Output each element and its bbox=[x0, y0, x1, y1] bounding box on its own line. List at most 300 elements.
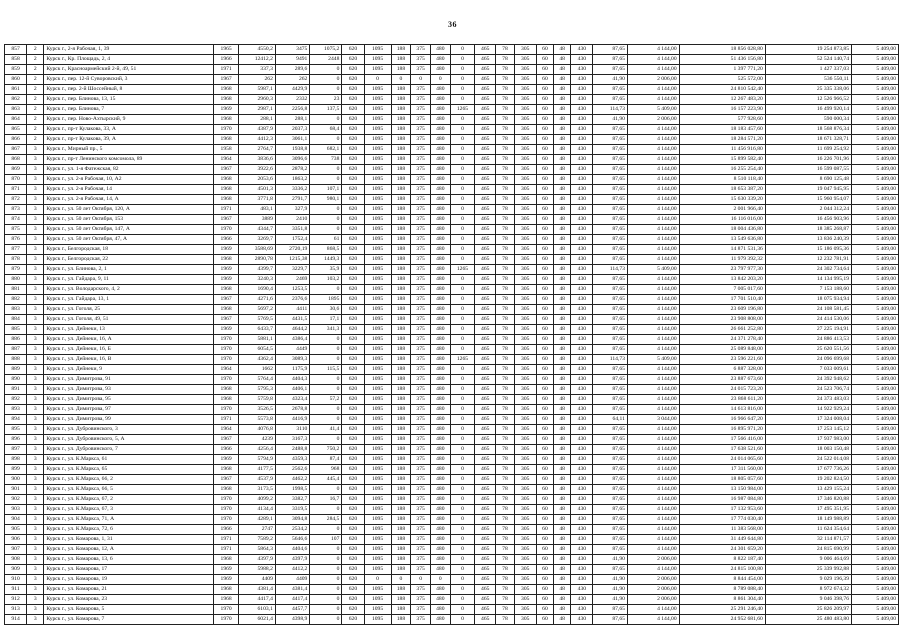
rate-cost-cell: 4 144,00 bbox=[627, 85, 679, 95]
cost-cell: 8 510 118,40 bbox=[679, 175, 765, 185]
rate-cost-cell: 5 409,00 bbox=[627, 105, 679, 115]
rate-cell-9: 305 bbox=[514, 285, 536, 295]
rate-cell-1: 620 bbox=[342, 265, 364, 275]
rate-cell-8: 78 bbox=[496, 255, 514, 265]
cost-cell: 23 596 221,60 bbox=[679, 355, 765, 365]
rate-cell-10: 60 bbox=[536, 565, 553, 575]
living-area-cell: 3382,7 bbox=[275, 495, 309, 505]
rate-cell-10: 60 bbox=[536, 255, 553, 265]
rate-cell-9: 305 bbox=[514, 125, 536, 135]
nonliving-area-cell: 0 bbox=[310, 65, 342, 75]
rate-cell-12: 430 bbox=[571, 115, 593, 125]
rate-cell-3: 188 bbox=[391, 425, 411, 435]
living-area-cell: 4409 bbox=[275, 575, 309, 585]
rate-cell-3: 188 bbox=[391, 445, 411, 455]
cost-cell: 25 089 848,00 bbox=[679, 345, 765, 355]
row-number-cell: 889 bbox=[5, 365, 27, 375]
table-row bbox=[5, 365, 899, 375]
rate-cost-cell: 4 144,00 bbox=[627, 135, 679, 145]
row-number-cell: 894 bbox=[5, 415, 27, 425]
total-area-cell: 5769,5 bbox=[238, 315, 275, 325]
rate-cell-9: 305 bbox=[514, 205, 536, 215]
rate-cell-1: 620 bbox=[342, 345, 364, 355]
year-cell: 1971 bbox=[214, 65, 239, 75]
rate-cost-cell: 4 144,00 bbox=[627, 295, 679, 305]
total-area-cell: 4537,9 bbox=[238, 475, 275, 485]
rate-cell-5: 0 bbox=[430, 75, 450, 85]
rate-cell-2: 1095 bbox=[364, 455, 391, 465]
rate-cell-11: 48 bbox=[554, 165, 571, 175]
rate-cell-1: 620 bbox=[342, 485, 364, 495]
year-cell: 1966 bbox=[214, 525, 239, 535]
rate-cell-6: 0 bbox=[450, 185, 475, 195]
rate-cell-5: 480 bbox=[430, 355, 450, 365]
indexed-cost-cell: 15 960 954,07 bbox=[765, 195, 851, 205]
rate-cell-4: 375 bbox=[411, 475, 431, 485]
rate-cell-10: 60 bbox=[536, 105, 553, 115]
rate-cell-5: 480 bbox=[430, 145, 450, 155]
zone-cell: 3 bbox=[27, 345, 44, 355]
rate-cost-cell: 2 006,00 bbox=[627, 575, 679, 585]
rate-cell-8: 78 bbox=[496, 595, 514, 605]
rate-cell-12: 430 bbox=[571, 585, 593, 595]
rate-cost-cell: 4 144,00 bbox=[627, 515, 679, 525]
rate-cell-2: 1095 bbox=[364, 315, 391, 325]
rate-cell-1: 620 bbox=[342, 55, 364, 65]
rate-cell-2: 1095 bbox=[364, 45, 391, 55]
living-area-cell: 1175,9 bbox=[275, 365, 309, 375]
cost-cell: 17 638 521,60 bbox=[679, 445, 765, 455]
rate-total-cell: 87,65 bbox=[593, 515, 627, 525]
living-area-cell: 4457,7 bbox=[275, 605, 309, 615]
zone-cell: 3 bbox=[27, 275, 44, 285]
total-area-cell: 6021,4 bbox=[238, 615, 275, 625]
rate-cell-11: 48 bbox=[554, 115, 571, 125]
rate-cost-cell: 4 144,00 bbox=[627, 215, 679, 225]
cost-cell: 16 966 647,20 bbox=[679, 415, 765, 425]
rate-cost-cell: 4 144,00 bbox=[627, 315, 679, 325]
indexed-cost-cell: 7 153 188,60 bbox=[765, 285, 851, 295]
indexed-cost-cell: 24 392 948,62 bbox=[765, 375, 851, 385]
living-area-cell: 3319,5 bbox=[275, 505, 309, 515]
cost-cell: 7 005 017,60 bbox=[679, 285, 765, 295]
rate-cell-6: 0 bbox=[450, 365, 475, 375]
year-cell: 1967 bbox=[214, 215, 239, 225]
rate-cell-2: 1095 bbox=[364, 415, 391, 425]
rate-cell-5: 480 bbox=[430, 605, 450, 615]
rate-total-cell: 87,65 bbox=[593, 175, 627, 185]
rate-cell-8: 78 bbox=[496, 85, 514, 95]
rate-cell-2: 1095 bbox=[364, 175, 391, 185]
rate-cell-11: 48 bbox=[554, 515, 571, 525]
row-number-cell: 899 bbox=[5, 465, 27, 475]
nonliving-area-cell: 0 bbox=[310, 205, 342, 215]
table-row bbox=[5, 215, 899, 225]
total-area-cell: 4381,4 bbox=[238, 585, 275, 595]
rate-cell-3: 188 bbox=[391, 615, 411, 625]
rate-cell-4: 375 bbox=[411, 515, 431, 525]
rate-cell-7: 465 bbox=[475, 165, 496, 175]
rate-cell-7: 465 bbox=[475, 435, 496, 445]
rate-cost-cell: 2 006,00 bbox=[627, 555, 679, 565]
rate-cell-11: 48 bbox=[554, 275, 571, 285]
rate-cell-2: 1095 bbox=[364, 475, 391, 485]
total-area-cell: 5864,3 bbox=[238, 545, 275, 555]
nonliving-area-cell: 980,1 bbox=[310, 195, 342, 205]
rate-total-cell: 87,65 bbox=[593, 65, 627, 75]
rate-cell-10: 60 bbox=[536, 355, 553, 365]
rate-cell-8: 78 bbox=[496, 195, 514, 205]
total-area-cell: 4256,4 bbox=[238, 445, 275, 455]
cost-cell: 8 844 454,00 bbox=[679, 575, 765, 585]
year-cell: 1971 bbox=[214, 205, 239, 215]
limit-cell: 5 409,00 bbox=[852, 595, 899, 605]
rate-cell-2: 1095 bbox=[364, 135, 391, 145]
nonliving-area-cell: 0 bbox=[310, 85, 342, 95]
rate-cell-6: 0 bbox=[450, 495, 475, 505]
table-row bbox=[5, 605, 899, 615]
rate-total-cell: 87,65 bbox=[593, 135, 627, 145]
limit-cell: 5 409,00 bbox=[852, 105, 899, 115]
rate-cell-12: 430 bbox=[571, 425, 593, 435]
year-cell: 1967 bbox=[214, 475, 239, 485]
rate-cell-3: 188 bbox=[391, 525, 411, 535]
rate-cell-4: 375 bbox=[411, 455, 431, 465]
living-area-cell: 4398,9 bbox=[275, 615, 309, 625]
limit-cell: 5 409,00 bbox=[852, 115, 899, 125]
address-cell: Курск г., ул. 2-я Рабочая, 14 bbox=[44, 185, 214, 195]
address-cell: Курск г., ул. Комарова, 23 bbox=[44, 595, 214, 605]
rate-cell-6: 0 bbox=[450, 95, 475, 105]
rate-cell-6: 0 bbox=[450, 145, 475, 155]
rate-cell-6: 0 bbox=[450, 315, 475, 325]
rate-cell-10: 60 bbox=[536, 115, 553, 125]
total-area-cell: 3240,3 bbox=[238, 275, 275, 285]
rate-cell-6: 0 bbox=[450, 535, 475, 545]
rate-cell-11: 48 bbox=[554, 65, 571, 75]
limit-cell: 5 409,00 bbox=[852, 565, 899, 575]
indexed-cost-cell: 590 000,34 bbox=[765, 115, 851, 125]
nonliving-area-cell: 61 bbox=[310, 235, 342, 245]
zone-cell: 3 bbox=[27, 145, 44, 155]
living-area-cell: 1253,5 bbox=[275, 285, 309, 295]
rate-cell-11: 48 bbox=[554, 55, 571, 65]
rate-cell-1: 620 bbox=[342, 575, 364, 585]
rate-cell-9: 305 bbox=[514, 425, 536, 435]
year-cell: 1968 bbox=[214, 385, 239, 395]
rate-cell-4: 375 bbox=[411, 355, 431, 365]
rate-cell-8: 78 bbox=[496, 515, 514, 525]
cost-cell: 17 311 560,00 bbox=[679, 465, 765, 475]
year-cell: 1970 bbox=[214, 335, 239, 345]
rate-cost-cell: 4 144,00 bbox=[627, 395, 679, 405]
cost-cell: 11 456 916,80 bbox=[679, 145, 765, 155]
address-cell: Курск г., ул. 50 лет Октября, 120, А bbox=[44, 205, 214, 215]
rate-cell-4: 375 bbox=[411, 195, 431, 205]
cost-cell: 13 842 203,20 bbox=[679, 275, 765, 285]
rate-cell-1: 620 bbox=[342, 105, 364, 115]
rate-cell-4: 375 bbox=[411, 535, 431, 545]
limit-cell: 5 409,00 bbox=[852, 375, 899, 385]
rate-cell-3: 188 bbox=[391, 295, 411, 305]
rate-cell-1: 620 bbox=[342, 205, 364, 215]
living-area-cell: 4411 bbox=[275, 305, 309, 315]
rate-cell-12: 430 bbox=[571, 55, 593, 65]
rate-cell-9: 305 bbox=[514, 575, 536, 585]
rate-cell-12: 430 bbox=[571, 235, 593, 245]
limit-cell: 5 409,00 bbox=[852, 555, 899, 565]
address-cell: Курск г., ул. Комарова, 7 bbox=[44, 615, 214, 625]
rate-cell-6: 0 bbox=[450, 65, 475, 75]
zone-cell: 3 bbox=[27, 305, 44, 315]
rate-cost-cell: 4 144,00 bbox=[627, 445, 679, 455]
rate-cell-9: 305 bbox=[514, 495, 536, 505]
rate-cell-4: 0 bbox=[411, 75, 431, 85]
rate-cell-7: 465 bbox=[475, 295, 496, 305]
table-row bbox=[5, 445, 899, 455]
rate-cell-2: 1095 bbox=[364, 545, 391, 555]
rate-cell-2: 1095 bbox=[364, 145, 391, 155]
living-area-cell: 4359,3 bbox=[275, 455, 309, 465]
rate-cell-4: 375 bbox=[411, 565, 431, 575]
rate-cell-4: 375 bbox=[411, 445, 431, 455]
nonliving-area-cell: 1449,3 bbox=[310, 255, 342, 265]
year-cell: 1969 bbox=[214, 455, 239, 465]
zone-cell: 3 bbox=[27, 195, 44, 205]
cost-cell: 24 301 659,20 bbox=[679, 545, 765, 555]
rate-total-cell: 87,65 bbox=[593, 245, 627, 255]
total-area-cell: 3836,6 bbox=[238, 155, 275, 165]
rate-cell-4: 375 bbox=[411, 365, 431, 375]
rate-cell-2: 1095 bbox=[364, 405, 391, 415]
rate-cell-4: 375 bbox=[411, 65, 431, 75]
cost-cell: 15 899 582,40 bbox=[679, 155, 765, 165]
year-cell: 1967 bbox=[214, 295, 239, 305]
rate-cell-10: 60 bbox=[536, 335, 553, 345]
rate-cell-2: 1095 bbox=[364, 295, 391, 305]
table-row bbox=[5, 145, 899, 155]
rate-cell-11: 48 bbox=[554, 435, 571, 445]
row-number-cell: 902 bbox=[5, 495, 27, 505]
total-area-cell: 4344,7 bbox=[238, 225, 275, 235]
total-area-cell: 288,1 bbox=[238, 115, 275, 125]
rate-cell-3: 188 bbox=[391, 475, 411, 485]
rate-cell-12: 430 bbox=[571, 465, 593, 475]
rate-cell-10: 60 bbox=[536, 485, 553, 495]
rate-cell-5: 480 bbox=[430, 55, 450, 65]
table-row bbox=[5, 465, 899, 475]
rate-cell-9: 305 bbox=[514, 595, 536, 605]
nonliving-area-cell: 0 bbox=[310, 595, 342, 605]
rate-cell-9: 305 bbox=[514, 445, 536, 455]
rate-total-cell: 87,65 bbox=[593, 395, 627, 405]
rate-cell-1: 620 bbox=[342, 585, 364, 595]
year-cell: 1969 bbox=[214, 265, 239, 275]
total-area-cell: 3269,7 bbox=[238, 235, 275, 245]
rate-cell-8: 78 bbox=[496, 275, 514, 285]
nonliving-area-cell: 0 bbox=[310, 345, 342, 355]
rate-cell-2: 1095 bbox=[364, 435, 391, 445]
rate-cell-9: 305 bbox=[514, 535, 536, 545]
year-cell: 1970 bbox=[214, 125, 239, 135]
living-area-cell: 3167,3 bbox=[275, 435, 309, 445]
table-row bbox=[5, 255, 899, 265]
rate-cell-8: 78 bbox=[496, 615, 514, 625]
zone-cell: 3 bbox=[27, 225, 44, 235]
living-area-cell: 2878,2 bbox=[275, 165, 309, 175]
rate-cell-6: 0 bbox=[450, 605, 475, 615]
year-cell: 1969 bbox=[214, 105, 239, 115]
rate-cost-cell: 4 144,00 bbox=[627, 55, 679, 65]
rate-cell-10: 60 bbox=[536, 235, 553, 245]
rate-cost-cell: 4 144,00 bbox=[627, 345, 679, 355]
rate-cell-7: 465 bbox=[475, 425, 496, 435]
rate-cell-3: 188 bbox=[391, 585, 411, 595]
rate-cell-7: 465 bbox=[475, 495, 496, 505]
rate-cell-7: 465 bbox=[475, 125, 496, 135]
rate-cell-7: 465 bbox=[475, 275, 496, 285]
rate-total-cell: 87,65 bbox=[593, 295, 627, 305]
rate-total-cell: 87,65 bbox=[593, 545, 627, 555]
rate-cell-8: 78 bbox=[496, 505, 514, 515]
rate-cost-cell: 4 144,00 bbox=[627, 185, 679, 195]
rate-cell-7: 465 bbox=[475, 205, 496, 215]
rate-cell-8: 78 bbox=[496, 225, 514, 235]
rate-cell-4: 375 bbox=[411, 265, 431, 275]
cost-cell: 14 613 816,00 bbox=[679, 405, 765, 415]
indexed-cost-cell: 24 522 014,08 bbox=[765, 455, 851, 465]
rate-cell-1: 620 bbox=[342, 555, 364, 565]
rate-cell-4: 375 bbox=[411, 205, 431, 215]
total-area-cell: 337,3 bbox=[238, 65, 275, 75]
rate-cell-3: 188 bbox=[391, 355, 411, 365]
rate-cell-4: 375 bbox=[411, 395, 431, 405]
living-area-cell: 1998,5 bbox=[275, 485, 309, 495]
zone-cell: 3 bbox=[27, 245, 44, 255]
rate-cell-11: 48 bbox=[554, 265, 571, 275]
nonliving-area-cell: 0 bbox=[310, 615, 342, 625]
rate-cell-10: 60 bbox=[536, 205, 553, 215]
rate-cell-4: 375 bbox=[411, 545, 431, 555]
rate-cell-6: 0 bbox=[450, 335, 475, 345]
rate-cell-3: 0 bbox=[391, 575, 411, 585]
rate-cell-10: 60 bbox=[536, 465, 553, 475]
rate-cell-4: 375 bbox=[411, 295, 431, 305]
living-area-cell: 2720,19 bbox=[275, 245, 309, 255]
total-area-cell: 5794,9 bbox=[238, 455, 275, 465]
row-number-cell: 892 bbox=[5, 395, 27, 405]
rate-total-cell: 87,65 bbox=[593, 45, 627, 55]
row-number-cell: 905 bbox=[5, 525, 27, 535]
row-number-cell: 882 bbox=[5, 295, 27, 305]
indexed-cost-cell: 24 108 581,45 bbox=[765, 305, 851, 315]
indexed-cost-cell: 25 620 551,56 bbox=[765, 345, 851, 355]
rate-cell-2: 1095 bbox=[364, 375, 391, 385]
rate-cell-4: 375 bbox=[411, 585, 431, 595]
rate-cell-2: 1095 bbox=[364, 605, 391, 615]
rate-cell-5: 480 bbox=[430, 495, 450, 505]
rate-cell-8: 78 bbox=[496, 535, 514, 545]
rate-cell-9: 305 bbox=[514, 135, 536, 145]
zone-cell: 2 bbox=[27, 135, 44, 145]
rate-cell-5: 480 bbox=[430, 485, 450, 495]
row-number-cell: 906 bbox=[5, 535, 27, 545]
limit-cell: 5 409,00 bbox=[852, 435, 899, 445]
rate-cell-12: 430 bbox=[571, 195, 593, 205]
living-area-cell: 2791,7 bbox=[275, 195, 309, 205]
rate-cell-11: 48 bbox=[554, 385, 571, 395]
row-number-cell: 863 bbox=[5, 105, 27, 115]
total-area-cell: 2053,6 bbox=[238, 175, 275, 185]
table-row bbox=[5, 475, 899, 485]
rate-cell-8: 78 bbox=[496, 155, 514, 165]
rate-total-cell: 87,65 bbox=[593, 375, 627, 385]
rate-cost-cell: 4 144,00 bbox=[627, 385, 679, 395]
rate-cost-cell: 4 144,00 bbox=[627, 255, 679, 265]
rate-cell-10: 60 bbox=[536, 375, 553, 385]
rate-cell-7: 465 bbox=[475, 65, 496, 75]
rate-cell-10: 60 bbox=[536, 345, 553, 355]
rate-total-cell: 87,65 bbox=[593, 465, 627, 475]
nonliving-area-cell: 0 bbox=[310, 75, 342, 85]
rate-cell-2: 1095 bbox=[364, 595, 391, 605]
rate-cell-8: 78 bbox=[496, 235, 514, 245]
nonliving-area-cell: 87,4 bbox=[310, 455, 342, 465]
rate-cost-cell: 4 144,00 bbox=[627, 485, 679, 495]
rate-cell-10: 60 bbox=[536, 455, 553, 465]
address-cell: Курск г., ул. К.Маркса, 72, 6 bbox=[44, 525, 214, 535]
rate-cell-1: 620 bbox=[342, 235, 364, 245]
living-area-cell: 289,6 bbox=[275, 65, 309, 75]
rate-cell-8: 78 bbox=[496, 265, 514, 275]
rate-total-cell: 64,11 bbox=[593, 415, 627, 425]
indexed-cost-cell: 25 826 209,97 bbox=[765, 605, 851, 615]
rate-cell-2: 1095 bbox=[364, 325, 391, 335]
rate-total-cell: 87,65 bbox=[593, 485, 627, 495]
total-area-cell: 6433,7 bbox=[238, 325, 275, 335]
year-cell: 1958 bbox=[214, 145, 239, 155]
rate-cell-5: 480 bbox=[430, 375, 450, 385]
rate-total-cell: 87,65 bbox=[593, 505, 627, 515]
rate-cell-2: 1095 bbox=[364, 95, 391, 105]
rate-cell-5: 480 bbox=[430, 335, 450, 345]
rate-cell-7: 465 bbox=[475, 605, 496, 615]
rate-cost-cell: 4 144,00 bbox=[627, 615, 679, 625]
rate-cell-2: 1095 bbox=[364, 485, 391, 495]
zone-cell: 3 bbox=[27, 485, 44, 495]
cost-cell: 24 015 723,20 bbox=[679, 385, 765, 395]
year-cell: 1968 bbox=[214, 115, 239, 125]
row-number-cell: 888 bbox=[5, 355, 27, 365]
rate-cell-9: 305 bbox=[514, 455, 536, 465]
limit-cell: 5 409,00 bbox=[852, 415, 899, 425]
rate-cell-8: 78 bbox=[496, 245, 514, 255]
rate-total-cell: 87,65 bbox=[593, 85, 627, 95]
total-area-cell: 5759,8 bbox=[238, 395, 275, 405]
nonliving-area-cell: 0 bbox=[310, 375, 342, 385]
rate-cell-7: 465 bbox=[475, 475, 496, 485]
row-number-cell: 886 bbox=[5, 335, 27, 345]
address-cell: Курск г., ул. Комарова, 5 bbox=[44, 605, 214, 615]
nonliving-area-cell: 0 bbox=[310, 505, 342, 515]
indexed-cost-cell: 25 480 483,80 bbox=[765, 615, 851, 625]
rate-cell-11: 48 bbox=[554, 565, 571, 575]
rate-total-cell: 87,65 bbox=[593, 475, 627, 485]
rate-cell-3: 188 bbox=[391, 495, 411, 505]
rate-cell-12: 430 bbox=[571, 175, 593, 185]
rate-cell-11: 48 bbox=[554, 325, 571, 335]
rate-cell-10: 60 bbox=[536, 395, 553, 405]
